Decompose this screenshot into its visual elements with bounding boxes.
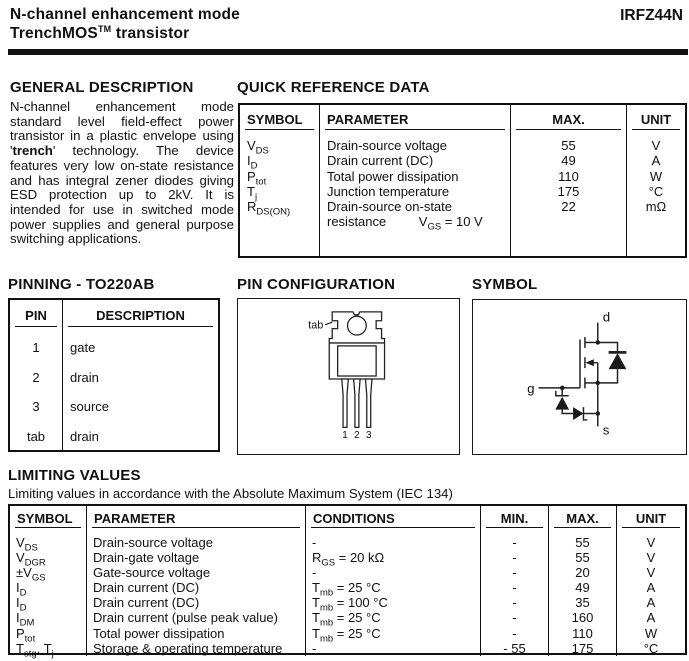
table-cell: Drain-source voltage	[327, 138, 447, 153]
col-max	[548, 506, 616, 656]
quick-reference-heading: QUICK REFERENCE DATA	[237, 79, 430, 96]
table-cell: $V_{DS}$	[16, 535, 38, 554]
column-header-pin: PIN	[10, 300, 62, 330]
pinning-heading: PINNING - TO220AB	[8, 276, 155, 293]
table-cell: $T_{mb} = 25$ °C	[312, 625, 381, 645]
table-cell: $T_{stg}$, $T_j$	[16, 640, 54, 660]
table-cell: $\pm V_{GS}$	[16, 565, 46, 584]
gate-label: g	[527, 380, 535, 396]
column-header-symbol: SYMBOL	[10, 506, 86, 531]
table-cell: -	[512, 550, 517, 566]
table-cell: 110	[572, 625, 593, 641]
table-cell: 22	[561, 199, 576, 215]
table-cell: V	[646, 550, 656, 566]
table-cell: -	[512, 535, 517, 550]
symbol-cells	[10, 531, 86, 660]
part-number: IRFZ44N	[620, 7, 683, 24]
parameter-cells	[87, 531, 305, 656]
column-header-unit: UNIT	[627, 105, 685, 133]
table-cell: $I_D$	[16, 580, 27, 599]
doc-title-line1: N-channel enhancement mode	[10, 6, 240, 23]
max-cells	[549, 531, 616, 656]
pin-label-3: 3	[365, 430, 372, 442]
source-label: s	[602, 422, 610, 438]
column-header-description: DESCRIPTION	[63, 300, 218, 330]
table-cell: 55	[575, 535, 590, 550]
doc-title	[10, 5, 240, 43]
conditions-cells	[306, 531, 480, 656]
max-cells	[511, 133, 626, 214]
table-cell: drain	[70, 428, 99, 444]
pin-configuration-figure	[237, 298, 460, 455]
table-cell: Drain-source voltage	[93, 535, 213, 550]
table-cell: Drain current (DC)	[93, 580, 200, 596]
column-header-conditions: CONDITIONS	[306, 506, 480, 531]
table-cell: mΩ	[645, 199, 667, 215]
limiting-values-heading: LIMITING VALUES	[8, 467, 141, 484]
table-cell: $R_{DS(ON)}$	[247, 199, 291, 218]
column-header-min: MIN.	[481, 506, 548, 531]
symbol-figure	[472, 299, 687, 455]
min-cells	[481, 531, 548, 656]
table-cell: -	[512, 610, 517, 626]
symbol-cells	[240, 133, 319, 218]
table-cell: -	[512, 625, 517, 641]
table-cell: 175	[571, 640, 594, 656]
col-parameter	[319, 105, 510, 256]
pinning-table	[8, 298, 220, 452]
table-cell: 55	[575, 550, 590, 566]
table-cell: Total power dissipation	[93, 625, 225, 641]
table-cell: Storage & operating temperature	[93, 640, 283, 656]
column-header-unit: UNIT	[617, 506, 685, 531]
table-cell: Drain-source on-state	[327, 199, 452, 215]
tab-label: tab	[308, 319, 324, 332]
doc-title-line2: TrenchMOS™ transistor	[10, 23, 190, 42]
description-cells	[63, 330, 218, 451]
pin-configuration-heading: PIN CONFIGURATION	[237, 276, 396, 293]
table-cell: Drain current (DC)	[93, 595, 200, 611]
mosfet-symbol-drawing	[473, 300, 686, 454]
table-cell: 160	[571, 610, 594, 626]
parameter-cells	[320, 133, 510, 234]
table-cell: °C	[643, 640, 659, 656]
col-unit	[616, 506, 685, 656]
table-cell: $V_{DGR}$	[16, 550, 46, 569]
col-symbol	[10, 506, 86, 660]
unit-cells	[617, 531, 685, 656]
column-header-max: MAX.	[511, 105, 626, 133]
table-cell: A	[646, 595, 656, 611]
column-header-max: MAX.	[549, 506, 616, 531]
table-cell: gate	[70, 340, 96, 355]
col-pin	[10, 300, 62, 451]
table-cell: W	[649, 168, 663, 184]
table-cell: Gate-source voltage	[93, 565, 211, 581]
column-header-symbol: SYMBOL	[240, 105, 319, 133]
table-cell: °C	[648, 183, 664, 199]
table-cell: 20	[575, 565, 590, 581]
unit-cells	[627, 133, 685, 214]
table-cell: $I_D$	[247, 153, 258, 172]
table-cell: Drain-gate voltage	[93, 550, 200, 566]
table-cell: $T_{mb} = 25$ °C	[312, 580, 381, 599]
pin-cells	[10, 330, 62, 451]
col-unit	[626, 105, 685, 256]
table-cell: W	[644, 625, 658, 641]
table-cell: resistance $V_{GS} = 10$ V	[327, 214, 483, 234]
table-cell: Drain current (pulse peak value)	[93, 610, 278, 626]
table-cell: $T_{mb} = 25$ °C	[312, 610, 381, 630]
table-cell: V	[646, 535, 656, 550]
col-min	[480, 506, 548, 656]
table-cell: tab	[26, 428, 46, 444]
pin-label-1: 1	[342, 430, 348, 442]
table-cell: -	[312, 565, 317, 581]
table-cell: 110	[558, 168, 579, 184]
to220-package-drawing	[238, 299, 459, 454]
table-cell: Junction temperature	[327, 183, 450, 199]
table-cell: source	[70, 399, 110, 414]
table-cell: 49	[561, 153, 576, 169]
table-cell: 1	[32, 340, 40, 355]
table-cell: -	[512, 595, 517, 611]
table-cell: $R_{GS} = 20$ kΩ	[312, 550, 385, 569]
table-cell: - 55	[503, 640, 526, 656]
table-cell: -	[312, 535, 317, 550]
table-cell: A	[646, 580, 656, 596]
limiting-values-table	[8, 504, 687, 660]
column-header-parameter: PARAMETER	[87, 506, 305, 531]
table-cell: V	[651, 138, 661, 153]
col-parameter	[86, 506, 305, 656]
table-cell: $T_{mb} = 100$ °C	[312, 595, 388, 614]
drain-label: d	[602, 309, 611, 325]
table-cell: $V_{DS}$	[247, 138, 269, 157]
table-cell: 49	[575, 580, 590, 596]
table-cell: 2	[32, 369, 40, 385]
table-cell: 55	[561, 138, 576, 153]
quick-reference-table	[238, 103, 687, 258]
table-cell: A	[651, 153, 661, 169]
table-cell: -	[512, 580, 517, 596]
col-description	[62, 300, 218, 451]
table-cell: Drain current (DC)	[327, 153, 434, 169]
table-cell: $T_j$	[247, 183, 258, 203]
table-cell: V	[646, 565, 656, 581]
symbol-heading: SYMBOL	[472, 276, 538, 293]
table-cell: 175	[557, 183, 580, 199]
table-cell: $I_{DM}$	[16, 610, 35, 630]
pin-label-2: 2	[354, 430, 360, 442]
table-cell: A	[646, 610, 656, 626]
table-cell: 3	[32, 399, 40, 414]
table-cell: 35	[575, 595, 590, 611]
column-header-parameter: PARAMETER	[320, 105, 510, 133]
table-cell: -	[312, 640, 317, 656]
table-cell: $P_{tot}$	[16, 625, 36, 645]
header-rule	[8, 49, 688, 55]
col-max	[510, 105, 626, 256]
table-cell: $P_{tot}$	[247, 168, 267, 188]
table-cell: $I_D$	[16, 595, 27, 614]
table-cell: Total power dissipation	[327, 168, 459, 184]
table-cell: drain	[70, 369, 99, 385]
table-cell: -	[512, 565, 517, 581]
limiting-values-subtitle: Limiting values in accordance with the Absolute Maximum System (IEC 134)	[8, 486, 453, 501]
col-symbol	[240, 105, 319, 256]
general-description-text: N-channel enhancement mode standard level field-effect power transistor in a plastic envelope using 'trench' technology. The device features very low on-state resistance and has integral zener diodes giving ESD protection up to 2kV. It is intended for use in switched mode power supplies and general purpose switching applications.	[10, 99, 234, 247]
general-description-heading: GENERAL DESCRIPTION	[10, 79, 194, 96]
col-conditions	[305, 506, 480, 656]
